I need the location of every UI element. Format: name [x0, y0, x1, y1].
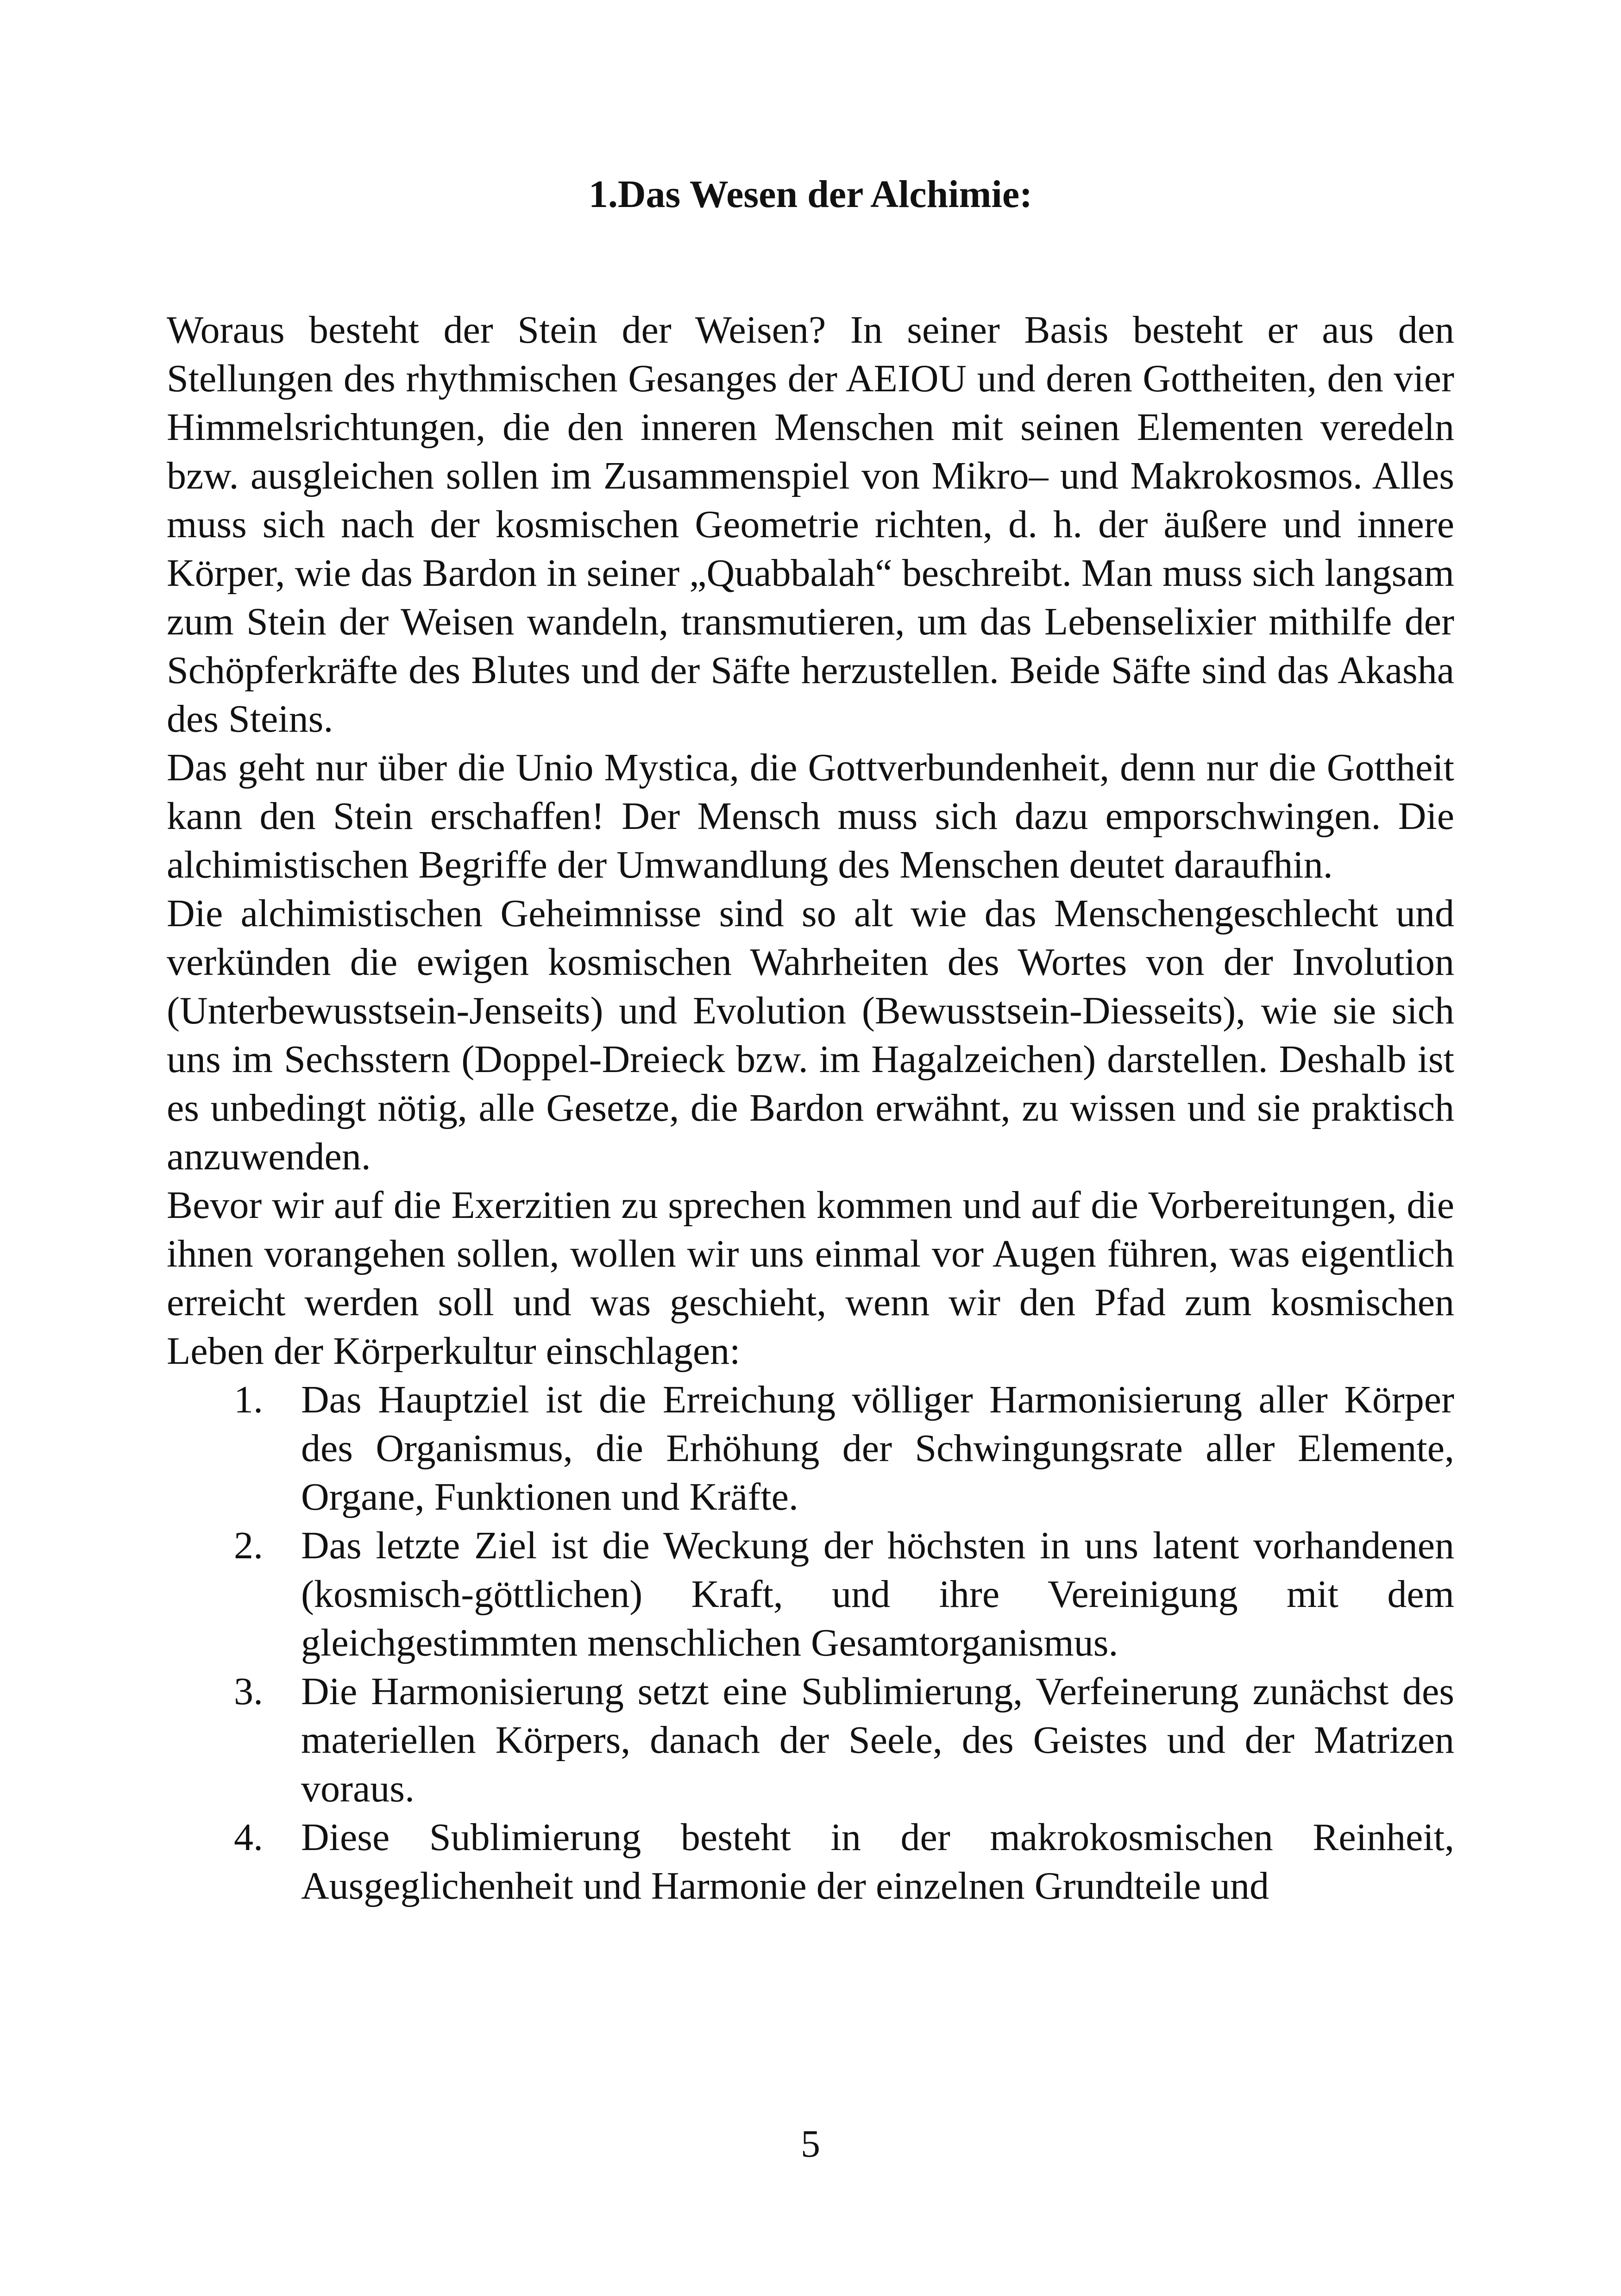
list-item-number: 1. — [234, 1378, 263, 1421]
page-number: 5 — [801, 2122, 820, 2165]
chapter-title: 1.Das Wesen der Alchimie: — [588, 173, 1033, 216]
list-item-text: Das letzte Ziel ist die Weckung der höchsten in uns latent vorhandenen (kosmisch-göttlichen) Kraft, und ihre Vereinigung mit dem gleichgestimmten menschlichen Gesamtorganismus. — [301, 1524, 1454, 1664]
list-item — [167, 1521, 1454, 1667]
paragraph-4: Bevor wir auf die Exerzitien zu sprechen kommen und auf die Vorbereitungen, die ihnen vorangehen sollen, wollen wir uns einmal vor Augen führen, was eigentlich erreicht werden soll und was geschieht, wenn wir den Pfad zum kosmischen Leben der Körperkultur einschlagen: — [167, 1184, 1454, 1373]
list-item-number: 2. — [234, 1524, 263, 1567]
paragraph-2: Das geht nur über die Unio Mystica, die Gottverbundenheit, denn nur die Gottheit kann den Stein erschaffen! Der Mensch muss sich dazu emporschwingen. Die alchimistischen Begriffe der Umwandlung des Menschen deutet daraufhin. — [167, 746, 1454, 886]
paragraph-3: Die alchimistischen Geheimnisse sind so alt wie das Menschengeschlecht und verkünden die ewigen kosmischen Wahrheiten des Wortes von der Involution (Unterbewusstsein-Jenseits) und Evolution (Bewusstsein-Diesseits), wie sie sich uns im Sechsstern (Doppel-Dreieck bzw. im Hagalzeichen) darstellen. Deshalb ist es unbedingt nötig, alle Gesetze, die Bardon erwähnt, zu wissen und sie praktisch anzuwenden. — [167, 892, 1454, 1178]
list-item-text: Das Hauptziel ist die Erreichung völliger Harmonisierung aller Körper des Organismus, die Erhöhung der Schwingungsrate aller Elemente, Organe, Funktionen und Kräfte. — [301, 1378, 1454, 1518]
list-item-text: Die Harmonisierung setzt eine Sublimierung, Verfeinerung zunächst des materiellen Körpers, danach der Seele, des Geistes und der Matrizen voraus. — [301, 1670, 1454, 1810]
paragraph-1: Woraus besteht der Stein der Weisen? In seiner Basis besteht er aus den Stellungen des rhythmischen Gesanges der AEIOU und deren Gottheiten, den vier Himmelsrichtungen, die den inneren Menschen mit seinen Elementen veredeln bzw. ausgleichen sollen im Zusammenspiel von Mikro– und Makrokosmos. Alles muss sich nach der kosmischen Geometrie richten, d. h. der äußere und innere Körper, wie das Bardon in seiner „Quabbalah“ beschreibt. Man muss sich langsam zum Stein der Weisen wandeln, transmutieren, um das Lebenselixier mithilfe der Schöpferkräfte des Blutes und der Säfte herzustellen. Beide Säfte sind das Akasha des Steins. — [167, 308, 1454, 740]
list-item-number: 3. — [234, 1670, 263, 1713]
body-text — [167, 306, 1454, 1910]
list-item — [167, 1667, 1454, 1813]
list-item — [167, 1375, 1454, 1521]
list-item-text: Diese Sublimierung besteht in der makrokosmischen Reinheit, Ausgeglichenheit und Harmonie der einzelnen Grundteile und — [301, 1816, 1454, 1907]
numbered-list — [167, 1375, 1454, 1910]
list-item — [167, 1813, 1454, 1910]
list-item-number: 4. — [234, 1816, 263, 1859]
